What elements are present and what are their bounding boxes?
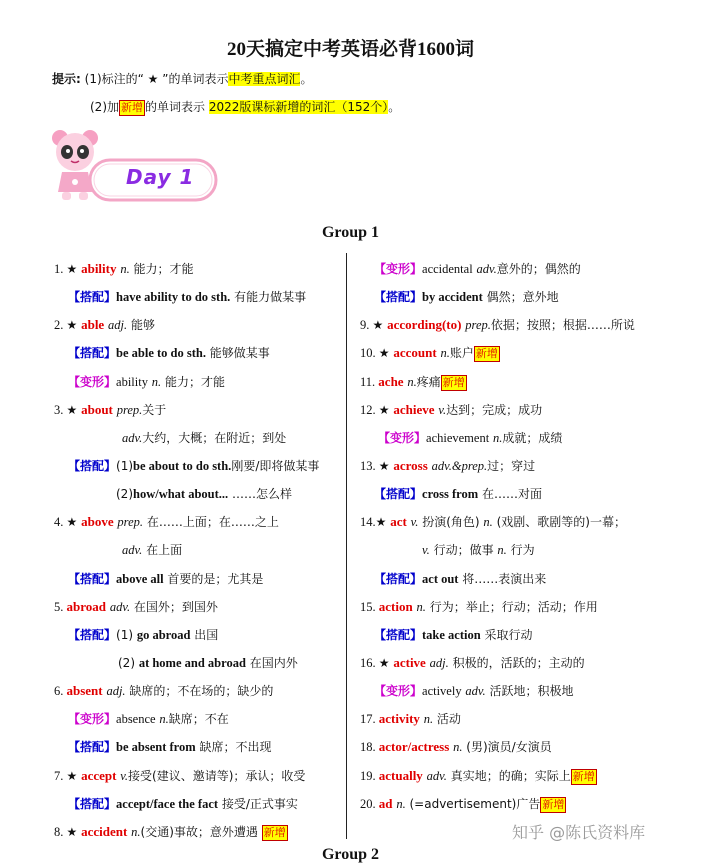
variant-word: actively [422,684,462,699]
entry-actually [360,762,695,790]
definition: 积极的，活跃的；主动的 [448,655,585,670]
headword: action [378,598,413,614]
entry-actor-actress [360,733,695,761]
entry-number: 12. [360,402,379,417]
definition: (=advertisement)广告 [405,796,541,811]
headword: account [393,345,437,361]
new-tag: 新增 [475,347,498,361]
collocation-line [360,283,695,311]
star-icon: ★ [66,824,78,839]
variant-word: achievement [426,430,490,445]
new-tag: 新增 [572,769,595,783]
phrase: at home and abroad [138,655,246,670]
part-of-speech: adv. [122,543,143,558]
group-heading: Group 1 [321,224,380,241]
entry-activity [360,705,695,733]
collocation-line [54,733,344,761]
part-of-speech: adj. [106,684,126,699]
variant-line [360,424,695,452]
collocation-label: 【搭配】 [374,290,423,305]
collocation-line [360,480,695,508]
entry-number: 6. [54,684,67,699]
definition-line [54,424,344,452]
new-tag: 新增 [263,825,286,839]
definition: 在国外；到国外 [130,599,218,614]
entry-number: 16. [360,655,379,670]
headword: across [393,457,428,473]
headword: above [81,514,114,530]
entry-accident [54,818,344,846]
part-of-speech: v. [410,515,419,530]
collocation-line [54,339,344,367]
collocation-line [54,480,344,508]
variant-line [54,368,344,396]
variant-label: 【变形】 [68,374,117,389]
headword: accept [81,767,117,783]
definition: (男)演员/女演员 [462,740,552,755]
part-of-speech: prep. [117,515,143,530]
definition: 扮演(角色) [418,515,484,530]
definition: 偶然；意外地 [482,290,559,305]
tips-text: (1)标注的“ ★ ”的单词表示 [84,72,229,86]
new-tag: 新增 [442,375,465,389]
headword: actually [378,767,423,783]
definition: 关于 [142,402,167,417]
definition: 成就；成绩 [502,430,563,445]
star-icon: ★ [66,262,78,276]
part-of-speech: n. [493,430,503,445]
definition: 接受(建议、邀请等)；承认；收受 [128,768,306,783]
definition: 活跃地；积极地 [485,684,574,699]
entry-number: 17. [360,712,379,727]
star-icon: ★ [378,346,390,361]
right-column [360,255,695,818]
part-of-speech: adv. [122,430,143,445]
headword: active [393,654,426,670]
definition: 行动；做事 [429,543,498,558]
part-of-speech: n. [440,346,450,361]
definition: 活动 [433,712,461,727]
definition: ……怎么样 [228,487,292,502]
part-of-speech: prep. [465,318,491,333]
definition: 刚要/即将做某事 [231,458,320,473]
definition: (戏剧、歌剧等的)一幕； [492,515,626,530]
watermark: 知乎 @陈氏资料库 [512,823,646,842]
headword: absent [66,683,103,699]
collocation-line [54,621,344,649]
part-of-speech: n. [483,515,493,530]
collocation-label: 【搭配】 [68,458,117,473]
headword: abroad [66,598,106,614]
definition: 意外的；偶然的 [496,262,581,276]
tips-text: 的单词表示 [145,100,209,114]
collocation-line [54,790,344,818]
group-heading: Group 2 [321,846,380,863]
entry-number: 2. [54,318,67,333]
entry-achieve [360,396,695,424]
entry-number: 8. [54,824,67,839]
variant-word: ability [116,374,148,389]
entry-number: 3. [54,402,67,417]
phrase: be absent from [116,740,196,755]
collocation-label: 【搭配】 [374,627,423,642]
tips-text: (2)加 [90,100,119,114]
definition: 有能力做某事 [230,290,307,305]
tips-text: 。 [300,72,313,86]
collocation-label: 【搭配】 [374,571,423,586]
definition: 真实地；的确；实际上 [446,768,571,783]
variant-word: accidental [422,262,473,276]
tips-label: 提示: [52,72,81,86]
definition: (交通)事故；意外遭遇 [140,824,262,839]
entry-ability [54,255,344,283]
definition: 缺席的；不在场的；缺少的 [125,684,274,699]
collocation-line [54,452,344,480]
headword: achieve [393,401,435,417]
definition: 接受/正式事实 [218,796,298,811]
collocation-line [54,565,344,593]
tips-line-1 [52,70,313,87]
collocation-label: 【搭配】 [68,346,117,361]
star-icon: ★ [372,318,384,333]
definition: 能力；才能 [161,374,225,389]
entry-number: 20. [360,796,379,811]
variant-label: 【变形】 [374,262,423,276]
part-of-speech: n. [159,712,169,727]
entry-number: 1. [54,262,67,276]
definition: 能力；才能 [129,262,194,276]
entry-across [360,452,695,480]
part-of-speech: n. [453,740,463,755]
definition: 采取行动 [480,627,533,642]
part-of-speech: n. [131,824,141,839]
phrase: act out [422,571,459,586]
definition: 能够 [127,318,155,333]
entry-number: 19. [360,768,379,783]
collocation-line [360,621,695,649]
entry-ad [360,790,695,818]
part-of-speech: n. [151,374,162,389]
entry-accept [54,762,344,790]
entry-absent [54,677,344,705]
entry-according-to [360,311,695,339]
part-of-speech: adj. [429,655,449,670]
collocation-line [54,283,344,311]
phrase: take action [422,627,481,642]
definition: 在……上面；在……之上 [143,515,279,530]
headword: about [81,401,113,417]
definition: 在国内外 [245,655,298,670]
entry-ache [360,368,695,396]
headword: act [390,514,407,530]
star-icon: ★ [378,655,390,670]
part-of-speech: n. [497,543,507,558]
page-title: 20天搞定中考英语必背1600词 [226,39,474,60]
column-divider [346,253,347,839]
part-of-speech: n. [423,712,434,727]
part-of-speech: v. [120,768,129,783]
definition-line [54,536,344,564]
part-of-speech: n. [416,599,426,614]
star-icon: ★ [378,402,390,417]
entry-about [54,396,344,424]
part-of-speech: adv.&prep. [431,458,488,473]
definition: 出国 [190,627,219,642]
phrase: how/what about... [133,487,229,502]
entry-number: 18. [360,740,379,755]
entry-able [54,311,344,339]
part-of-speech: adj. [108,318,128,333]
part-of-speech: adv. [109,599,131,614]
new-tag: 新增 [121,101,143,114]
headword: activity [378,711,420,727]
headword: accident [81,823,128,839]
definition: 缺席；不出现 [195,740,272,755]
entry-act [360,508,695,536]
item-number: (2) [116,487,133,502]
item-number: (2) [118,655,139,670]
entry-number: 9. [360,318,373,333]
collocation-label: 【搭配】 [68,627,117,642]
definition: 在……对面 [478,487,542,502]
definition: 账户 [449,346,474,361]
tips-line-2 [90,98,400,116]
definition: 依据；按照；根据……所说 [490,318,635,333]
star-icon: ★ [66,402,78,417]
variant-line [360,255,695,283]
definition: 过；穿过 [487,458,536,473]
variant-line [360,677,695,705]
item-number: (1) [116,458,134,473]
entry-number: 14. [360,515,376,530]
entry-action [360,593,695,621]
new-tag: 新增 [542,797,565,811]
headword: able [81,317,105,333]
collocation-label: 【搭配】 [374,487,423,502]
entry-active [360,649,695,677]
panda-mascot-icon [50,122,220,204]
collocation-line [360,565,695,593]
headword: actor/actress [378,739,450,755]
definition: 在上面 [142,543,183,558]
phrase: be able to do sth. [116,346,206,361]
variant-label: 【变形】 [68,712,117,727]
variant-word: absence [116,712,156,727]
definition: 缺席；不在 [168,712,229,727]
phrase: cross from [422,487,479,502]
phrase: above all [116,571,164,586]
definition: 首要的是；尤其是 [163,571,264,586]
entry-number: 7. [54,768,67,783]
highlight-key-vocab: 中考重点词汇 [228,72,301,86]
variant-label: 【变形】 [374,684,423,699]
item-number: (1) [116,627,137,642]
entry-number: 5. [54,599,67,614]
phrase: by accident [422,290,483,305]
variant-label: 【变形】 [378,430,427,445]
phrase: go abroad [136,627,191,642]
star-icon: ★ [375,515,387,530]
part-of-speech: adv. [465,684,486,699]
definition: 行为；举止；行动；活动；作用 [425,599,598,614]
definition-line [360,536,695,564]
part-of-speech: v. [422,543,430,558]
part-of-speech: adv. [426,768,447,783]
part-of-speech: prep. [116,402,143,417]
definition: 能够做某事 [205,346,270,361]
headword: according(to) [387,317,462,333]
phrase: be about to do sth. [133,458,232,473]
phrase: accept/face the fact [116,796,219,811]
definition: 大约，大概；在附近；到处 [142,430,287,445]
part-of-speech: adv. [476,262,497,276]
star-icon: ★ [66,318,78,333]
definition: 达到；完成；成功 [446,402,543,417]
tips-text: 。 [388,100,401,114]
collocation-line [54,649,344,677]
part-of-speech: n. [120,262,130,276]
part-of-speech: n. [396,796,406,811]
collocation-label: 【搭配】 [68,571,117,586]
star-icon: ★ [66,515,78,530]
part-of-speech: v. [438,402,447,417]
definition: 将……表演出来 [458,571,547,586]
entry-number: 4. [54,515,67,530]
highlight-new-vocab: 2022版课标新增的词汇（152个） [208,100,389,114]
entry-above [54,508,344,536]
entry-abroad [54,593,344,621]
definition: 行为 [506,543,535,558]
entry-number: 13. [360,458,379,473]
star-icon: ★ [378,458,390,473]
headword: ability [81,261,117,276]
collocation-label: 【搭配】 [68,796,117,811]
collocation-label: 【搭配】 [68,740,117,755]
headword: ache [378,373,404,389]
collocation-label: 【搭配】 [68,290,117,305]
entry-number: 15. [360,599,379,614]
definition: 疼痛 [416,374,441,389]
variant-line [54,705,344,733]
entry-number: 11. [360,374,379,389]
left-column [54,255,344,846]
phrase: have ability to do sth. [116,290,231,305]
part-of-speech: n. [407,374,417,389]
entry-account [360,339,695,367]
headword: ad [378,795,393,811]
day-label: Day 1 [126,165,195,189]
entry-number: 10. [360,346,379,361]
star-icon: ★ [66,768,78,783]
